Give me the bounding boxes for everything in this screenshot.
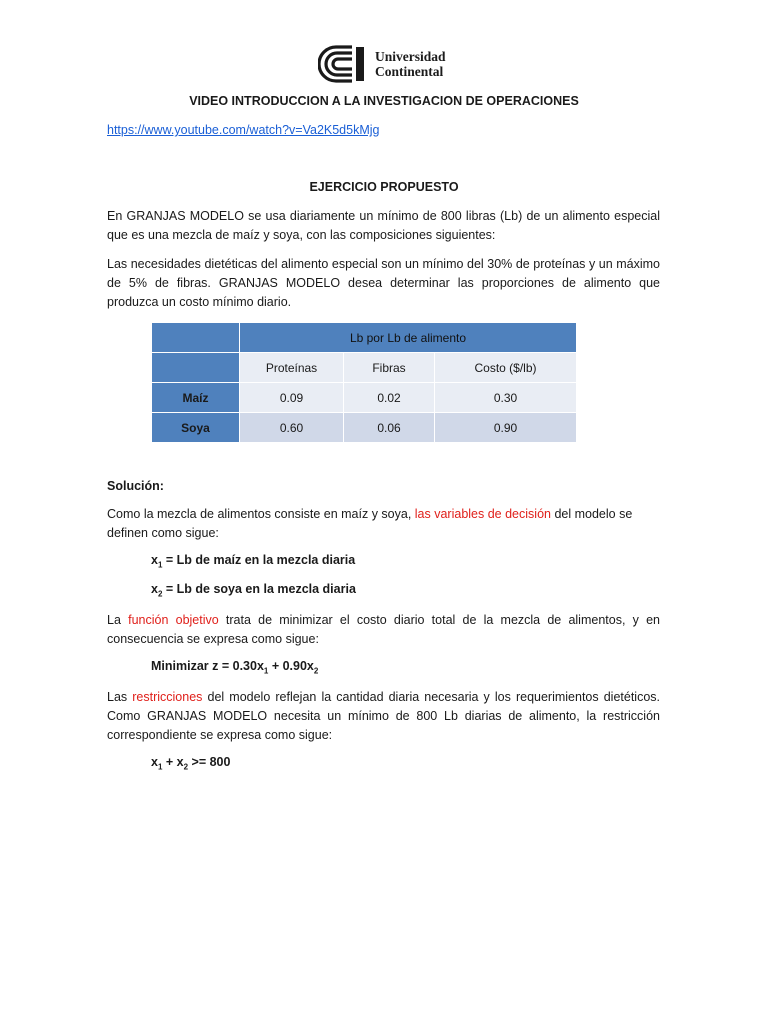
university-logo-icon [318, 44, 368, 84]
column-header: Fibras [344, 353, 435, 383]
table-cell: 0.02 [344, 383, 435, 413]
exercise-paragraph-1: En GRANJAS MODELO se usa diariamente un mínimo de 800 libras (Lb) de un alimento especial que es una mezcla de maíz y soya, con las composiciones siguientes: [107, 209, 660, 242]
column-header: Proteínas [240, 353, 344, 383]
table-cell: 0.90 [435, 413, 577, 443]
var: x [151, 582, 158, 596]
eq-part: x [151, 755, 158, 769]
eq-part: + 0.90x [268, 659, 314, 673]
table-cell: 0.09 [240, 383, 344, 413]
var: x [151, 553, 158, 567]
column-header: Costo ($/lb) [435, 353, 577, 383]
objective-equation [151, 659, 318, 676]
row-label: Soya [152, 413, 240, 443]
exercise-title: EJERCICIO PROPUESTO [309, 180, 459, 194]
definition: = Lb de soya en la mezcla diaria [162, 582, 356, 596]
eq-part: Minimizar z = 0.30x [151, 659, 264, 673]
table-cell: 0.30 [435, 383, 577, 413]
highlight-objective-function: función objetivo [128, 613, 219, 627]
subscript: 1 [263, 666, 269, 676]
solution-paragraph-3 [107, 688, 660, 745]
definition: = Lb de maíz en la mezcla diaria [162, 553, 356, 567]
text: del modelo se definen como sigue: [107, 507, 633, 540]
text: Las [107, 690, 133, 704]
highlight-decision-variables: las variables de decisión [414, 507, 551, 521]
table-cell: 0.60 [240, 413, 344, 443]
table-group-header: Lb por Lb de alimento [240, 323, 577, 353]
text: del modelo reflejan la cantidad diaria necesaria y los requerimientos dietéticos. Como GRANJAS MODELO necesita un mínimo de 800 Lb diarias de alimento, la restricción correspondiente se expresa como sigue: [107, 690, 660, 742]
text: La [107, 613, 129, 627]
constraint-equation [151, 755, 230, 772]
row-label: Maíz [152, 383, 240, 413]
table-corner [152, 323, 240, 353]
university-logo [318, 44, 458, 84]
text: Como la mezcla de alimentos consiste en maíz y soya, [107, 507, 415, 521]
table-cell: 0.06 [344, 413, 435, 443]
university-name [375, 49, 446, 79]
video-link[interactable]: https://www.youtube.com/watch?v=Va2K5d5kMjg [107, 123, 380, 137]
highlight-constraints: restricciones [132, 690, 203, 704]
subscript: 2 [183, 762, 189, 772]
logo-line-2: Continental [375, 64, 444, 79]
table-row [152, 383, 577, 413]
eq-part: >= 800 [188, 755, 231, 769]
page-title: VIDEO INTRODUCCION A LA INVESTIGACION DE OPERACIONES [189, 94, 579, 108]
subscript: 1 [157, 560, 163, 570]
composition-table [151, 322, 577, 443]
exercise-paragraph-2: Las necesidades dietéticas del alimento especial son un mínimo del 30% de proteínas y un máximo de 5% de fibras. GRANJAS MODELO desea determinar las proporciones de alimento que produzca un costo mínimo diario. [107, 257, 660, 309]
subscript: 2 [313, 666, 319, 676]
table-row [152, 413, 577, 443]
subscript: 1 [157, 762, 163, 772]
solution-paragraph-2 [107, 611, 660, 649]
variable-x1 [151, 553, 355, 570]
logo-line-1: Universidad [375, 49, 446, 64]
text: trata de minimizar el costo diario total de la mezcla de alimentos, y en consecuencia se expresa como sigue: [107, 613, 660, 646]
eq-part: + x [162, 755, 184, 769]
solution-paragraph-1 [107, 505, 660, 543]
solution-title: Solución: [107, 479, 164, 493]
variable-x2 [151, 582, 356, 599]
subscript: 2 [157, 589, 163, 599]
table-corner-2 [152, 353, 240, 383]
